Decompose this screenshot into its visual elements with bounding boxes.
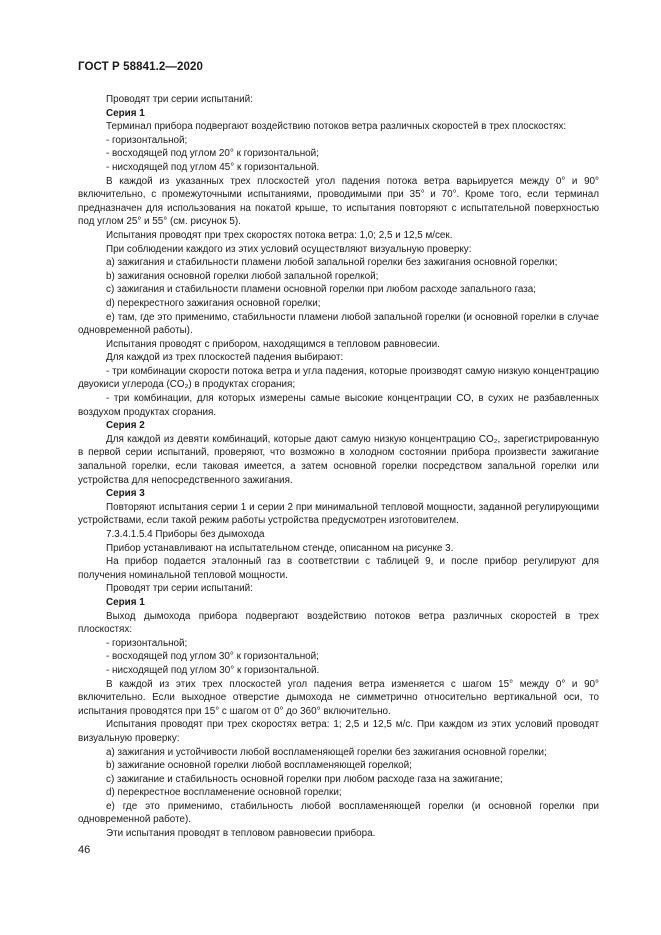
paragraph: Для каждой из трех плоскостей падения выбирают: (106, 352, 344, 364)
paragraph: а) зажигания и стабильности пламени любой запальной горелки без зажигания основной горелки; (106, 257, 558, 269)
paragraph: c) зажигания и стабильности пламени основной горелки при любом расходе запального газа; (106, 284, 537, 296)
paragraph: e) где это применимо, стабильность любой воспламеняющей горелки (и основной горелки при одновременной работе). (78, 800, 599, 826)
list-item: - нисходящей под углом 30° к горизонтальной. (106, 664, 320, 676)
paragraph: Для каждой из девяти комбинаций, которые дают самую низкую концентрацию CO₂, зарегистрированную в первой серии испытаний, проверяют, что возможно в холодном состоянии прибора произвести зажигание запальной горелки, если таковая имеется, а затем основной горелки посредством запальной горелки или устройства для непосредственного зажигания. (78, 433, 599, 486)
paragraph: Испытания проводят при трех скоростях ветра: 1; 2,5 и 12,5 м/с. При каждом из этих условий проводят визуальную проверку: (78, 719, 599, 744)
paragraph: Проводят три серии испытаний: (106, 583, 253, 595)
paragraph: Повторяют испытания серии 1 и серии 2 при минимальной тепловой мощности, заданной регулирующими устройствами, если такой режим работы устройства предусмотрен изготовителем. (78, 501, 599, 527)
list-item: - нисходящей под углом 45° к горизонтальной. (106, 161, 320, 173)
paragraph: При соблюдении каждого из этих условий осуществляют визуальную проверку: (106, 243, 472, 255)
section-heading: Серия 3 (106, 488, 145, 500)
paragraph: b) зажигания основной горелки любой запальной горелкой; (106, 270, 379, 282)
paragraph: Прибор устанавливают на испытательном стенде, описанном на рисунке 3. (106, 542, 454, 554)
paragraph: Эти испытания проводят в тепловом равновесии прибора. (106, 828, 376, 840)
section-heading: Серия 2 (106, 420, 145, 432)
paragraph: В каждой из этих трех плоскостей угол падения ветра изменяется с шагом 15° между 0° и 90° включительно. Если выходное отверстие дымохода не симметрично относительно вертикальной оси, то испытания проводятся при 15° с шагом от 0° до 360° включительно. (78, 678, 599, 717)
page-number: 46 (78, 844, 91, 856)
list-item: - горизонтальной; (106, 637, 188, 649)
paragraph: Терминал прибора подвергают воздействию потоков ветра различных скоростей в трех плоскостях: (106, 121, 567, 133)
paragraph: Проводят три серии испытаний: (106, 94, 253, 105)
paragraph: c) зажигание и стабильность основной горелки при любом расходе газа на зажигание; (106, 773, 503, 785)
paragraph: d) перекрестного зажигания основной горелки; (106, 297, 321, 309)
list-item: - горизонтальной; (106, 134, 188, 146)
document-header: ГОСТ Р 58841.2—2020 (78, 61, 203, 73)
list-item: - восходящей под углом 30° к горизонтальной; (106, 651, 319, 663)
paragraph: В каждой из указанных трех плоскостей угол падения потока ветра варьируется между 0° и 90° включительно, с промежуточными испытаниями, проводимыми при 35° и 70°. Кроме того, если терминал предназначен для использования на покатой крыше, то испытания повторяют с испытательной поверхностью под углом 25° и 55° (см. рисунок 5). (78, 175, 599, 228)
paragraph: Испытания проводят при трех скоростях потока ветра: 1,0; 2,5 и 12,5 м/сек. (106, 229, 453, 241)
paragraph: Выход дымохода прибора подвергают воздействию потоков ветра различных скоростей в трех плоскостях: (78, 610, 599, 636)
paragraph: Испытания проводят с прибором, находящимся в тепловом равновесии. (106, 338, 440, 350)
section-heading: Серия 1 (106, 596, 145, 608)
paragraph: d) перекрестное воспламенение основной горелки; (106, 787, 342, 799)
list-item: - три комбинации, для которых измерены самые высокие концентрации CO, в сухих не разбавленных воздухом продуктах сгорания. (78, 393, 599, 418)
section-heading: Серия 1 (106, 107, 145, 119)
list-item: - три комбинации скорости потока ветра и угла падения, которые производят самую низкую концентрацию двуокиси углерода (CO₂) в продуктах сгорания; (78, 365, 599, 391)
document-body (78, 93, 599, 841)
paragraph: b) зажигание основной горелки любой воспламеняющей горелкой; (106, 760, 412, 772)
list-item: - восходящей под углом 20° к горизонтальной; (106, 148, 319, 160)
paragraph: а) зажигания и устойчивости любой воспламеняющей горелки без зажигания основной горелки; (106, 746, 547, 758)
paragraph: 7.3.4.1.5.4 Приборы без дымохода (106, 529, 265, 540)
paragraph: На прибор подается эталонный газ в соответствии с таблицей 9, и после прибор регулируют для получения номинальной тепловой мощности. (78, 556, 599, 581)
paragraph: e) там, где это применимо, стабильности пламени любой запальной горелки (и основной горелки в случае одновременной работы). (78, 311, 599, 337)
